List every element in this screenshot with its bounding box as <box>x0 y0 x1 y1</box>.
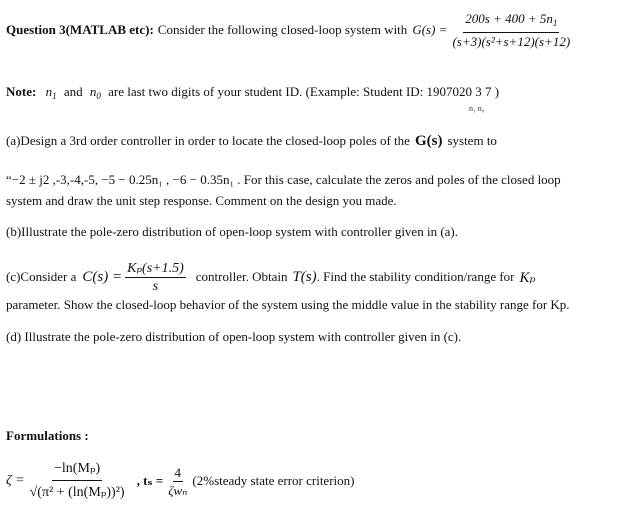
part-c-prefix: (c)Consider a <box>6 269 77 284</box>
part-c-line2: parameter. Show the closed-loop behavior of the system using the middle value in the stability range for Kp. <box>6 297 570 312</box>
ts-criterion: (2%steady state error criterion) <box>192 473 355 488</box>
c-lhs: C(s) = <box>82 268 123 285</box>
g-numerator-sub: 1 <box>552 18 558 28</box>
note-text: are last two digits of your student ID. (Example: Student ID: 1907020 3 7 ) <box>108 84 500 99</box>
zeta-lhs: ζ = <box>6 473 25 488</box>
part-c-post: . Find the stability condition/range for <box>316 269 515 284</box>
note-and: and <box>63 84 83 99</box>
zeta-denominator: √(π² + (ln(Mₚ))²) <box>29 484 125 500</box>
part-a-line2: “−2 ± j2 ,-3,-4,-5, −5 − 0.25n₁ , −6 − 0.35n₁ . For this case, calculate the zeros and poles of the closed loop <box>6 172 561 187</box>
note-label: Note: <box>6 84 37 99</box>
ts-denominator: ζwₙ <box>168 482 188 498</box>
part-a-line1 <box>6 130 497 152</box>
ts-formula <box>166 465 189 498</box>
part-a-text2: system to <box>447 133 497 148</box>
c-transfer-function <box>125 261 186 294</box>
g-denominator: (s+3)(s²+s+12)(s+12) <box>452 34 571 49</box>
c-denominator: s <box>152 278 159 294</box>
formulations-equations <box>6 450 354 512</box>
g-lhs: G(s) = <box>412 22 448 37</box>
c-numerator: Kₚ(s+1.5) <box>127 260 184 276</box>
part-c-mid: controller. Obtain <box>195 269 288 284</box>
g-transfer-function <box>450 11 572 49</box>
zeta-formula <box>28 459 127 504</box>
part-c-kp: Kₚ <box>519 269 536 286</box>
part-a-g: G(s) <box>414 132 443 149</box>
part-c-ts: T(s) <box>292 268 317 285</box>
g-numerator: 200s + 400 + 5n <box>465 11 553 26</box>
zeta-numerator: −ln(Mₚ) <box>52 459 102 481</box>
part-b-text: (b)Illustrate the pole-zero distribution of open-loop system with controller given in (a). <box>6 224 458 239</box>
question-heading: Question 3(MATLAB etc): <box>6 22 154 37</box>
note-line <box>6 84 499 101</box>
part-c-line1 <box>6 257 536 297</box>
part-d-text: (d) Illustrate the pole-zero distribution of open-loop system with controller given in (c). <box>6 329 462 344</box>
part-a-line3: system and draw the unit step response. Comment on the design you made. <box>6 193 397 208</box>
ts-numerator: 4 <box>174 464 182 480</box>
question-header <box>6 12 572 48</box>
ts-lhs: , tₛ = <box>136 473 164 488</box>
question-intro: Consider the following closed-loop system with <box>157 22 408 37</box>
note-digit-annotation: n₁ n₀ <box>469 104 485 113</box>
note-n1: $n_1$ <box>45 84 57 101</box>
formulations-label: Formulations : <box>6 428 89 443</box>
note-n0: $n_0$ <box>89 84 101 101</box>
part-a-text1: (a)Design a 3rd order controller in order to locate the closed-loop poles of the <box>6 133 410 148</box>
